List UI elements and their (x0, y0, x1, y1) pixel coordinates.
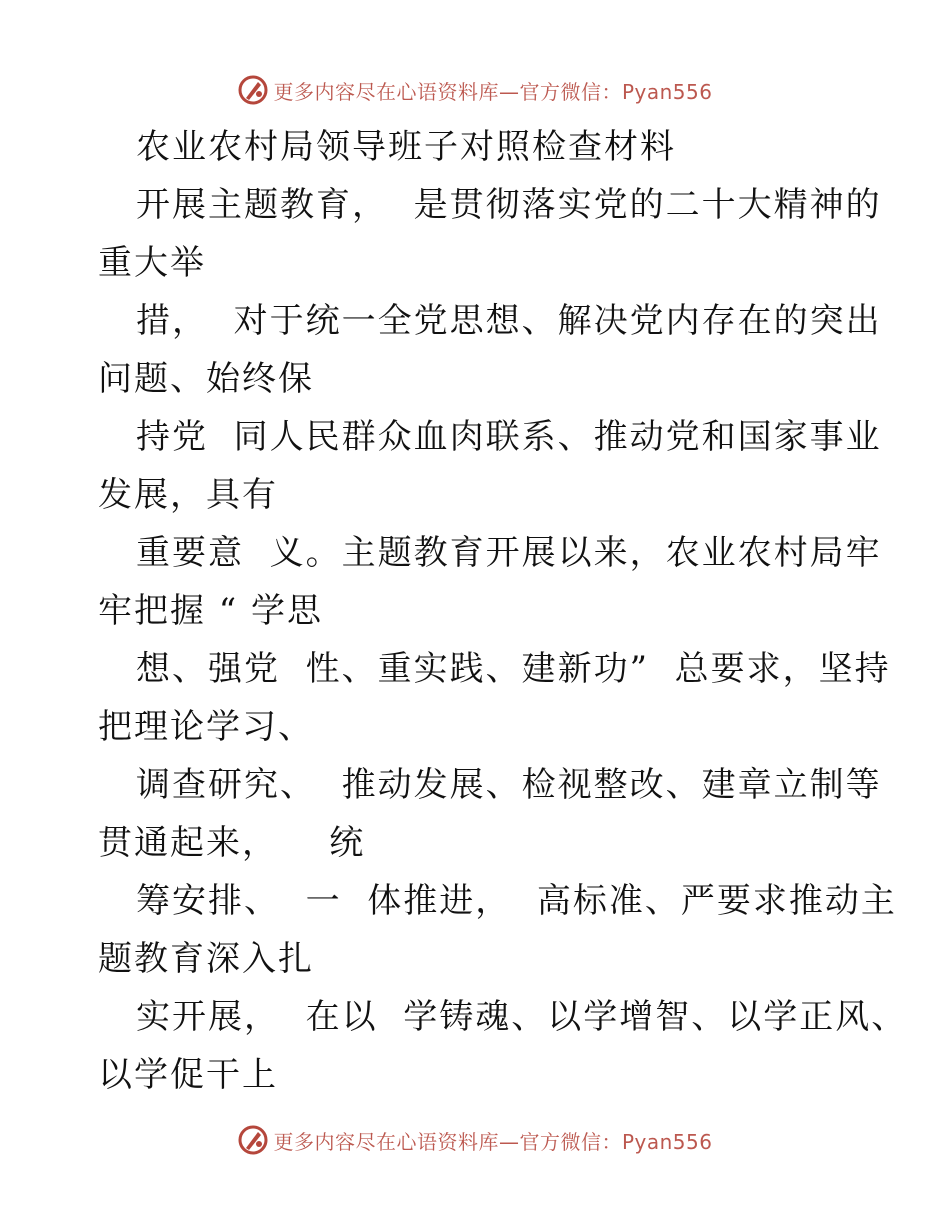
document-title: 农业农村局领导班子对照检查材料 (136, 127, 676, 167)
document-body (98, 118, 908, 1104)
text-line: 开展主题教育， 是贯彻落实党的二十大精神的 (136, 185, 882, 225)
text-line: 牢把握 “ 学思 (98, 591, 323, 631)
text-line: 发展，具有 (98, 475, 278, 515)
text-line: 想、强党 性、重实践、建新功” 总要求，坚持 (136, 649, 891, 689)
text-line: 措， 对于统一全党思想、解决党内存在的突出 (136, 301, 882, 341)
text-line: 问题、始终保 (98, 359, 314, 399)
text-line: 调查研究、 推动发展、检视整改、建章立制等 (136, 765, 882, 805)
text-line: 筹安排、 一 体推进， 高标准、严要求推动主 (136, 881, 897, 921)
text-line: 持党 同人民群众血肉联系、推动党和国家事业 (136, 417, 882, 457)
text-line: 把理论学习、 (98, 707, 314, 747)
text-line: 重大举 (98, 243, 206, 283)
pen-logo-icon (237, 74, 269, 106)
text-line: 贯通起来， 统 (98, 823, 366, 863)
text-line: 实开展， 在以 学铸魂、以学增智、以学正风、 (136, 997, 908, 1037)
text-line: 重要意 义。主题教育开展以来，农业农村局牢 (136, 533, 882, 573)
text-line: 题教育深入扎 (98, 939, 314, 979)
header-watermark (0, 70, 950, 110)
footer-watermark (0, 1120, 950, 1160)
text-line: 以学促干上 (98, 1055, 278, 1095)
watermark-text: 更多内容尽在心语资料库—官方微信：Pyan556 (273, 1129, 713, 1154)
pen-logo-icon (237, 1124, 269, 1156)
watermark-text: 更多内容尽在心语资料库—官方微信：Pyan556 (273, 79, 713, 104)
